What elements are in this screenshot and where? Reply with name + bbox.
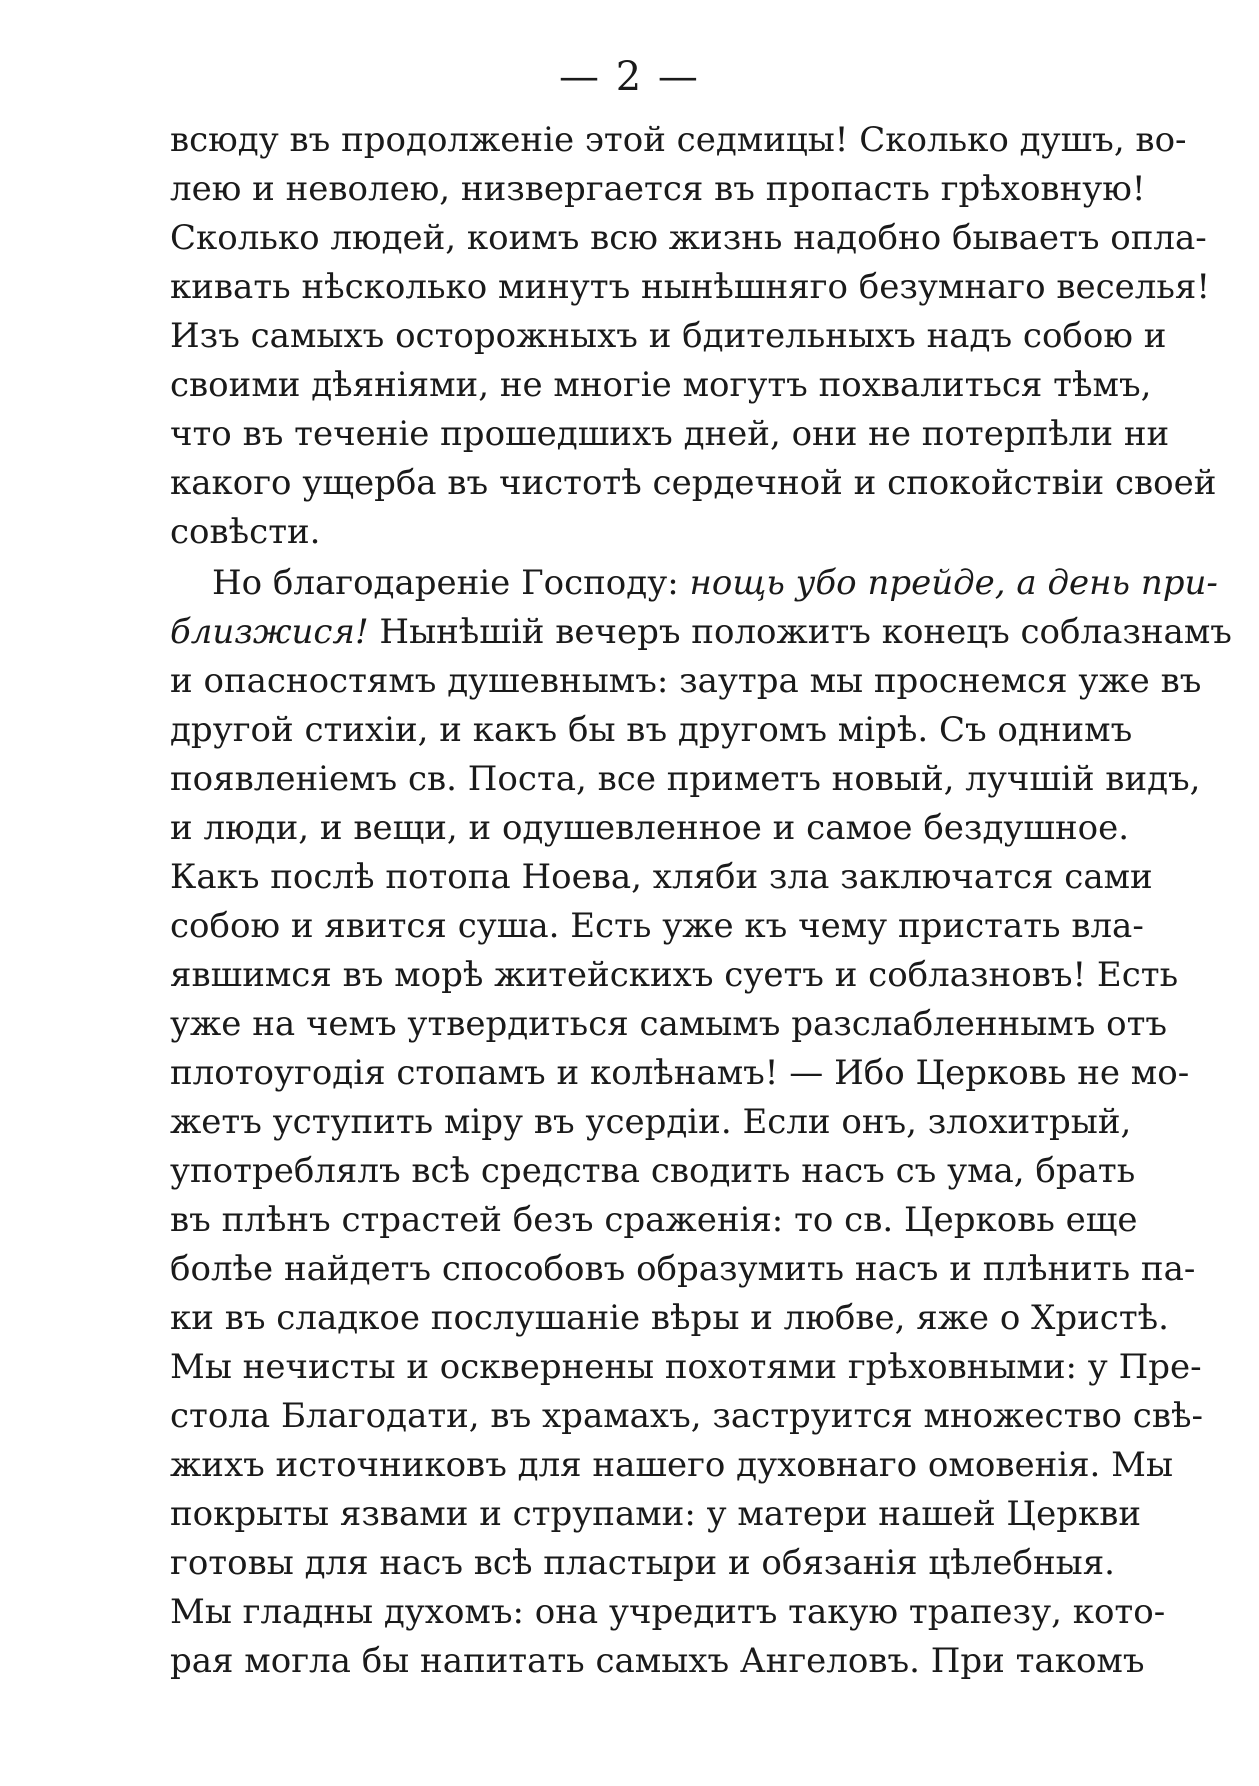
text-line: Какъ послѣ потопа Ноева, хляби зла заключатся сами — [170, 857, 1153, 897]
text-line: уже на чемъ утвердиться самымъ разслабленнымъ отъ — [170, 1004, 1168, 1044]
scripture-quote: нощь убо прейде, а день при- — [689, 563, 1218, 603]
text-line: болѣе найдетъ способовъ образумить насъ и плѣнить па- — [170, 1249, 1196, 1289]
text-line: рая могла бы напитать самыхъ Ангеловъ. При такомъ — [170, 1641, 1145, 1681]
text-line: появленіемъ св. Поста, все приметъ новый, лучшій видъ, — [170, 759, 1201, 799]
text-line: что въ теченіе прошедшихъ дней, они не потерпѣли ни — [170, 414, 1170, 454]
text-line: жихъ источниковъ для нашего духовнаго омовенія. Мы — [170, 1445, 1174, 1485]
text-line: и люди, и вещи, и одушевленное и самое бездушное. — [170, 808, 1130, 848]
text-line: плотоугодія стопамъ и колѣнамъ! — Ибо Церковь не мо- — [170, 1053, 1190, 1093]
text-line: лею и неволею, низвергается въ пропасть грѣховную! — [170, 169, 1146, 209]
text-line — [170, 608, 1232, 657]
text-line: готовы для насъ всѣ пластыри и обязанія цѣлебныя. — [170, 1543, 1115, 1583]
text-line: покрыты язвами и струпами: у матери нашей Церкви — [170, 1494, 1142, 1534]
text-line: какого ущерба въ чистотѣ сердечной и спокойствіи своей — [170, 463, 1217, 503]
text-line: собою и явится суша. Есть уже къ чему пристать вла- — [170, 906, 1144, 946]
text-line: другой стихіи, и какъ бы въ другомъ мірѣ. Съ однимъ — [170, 710, 1133, 750]
paragraph-2 — [170, 559, 1232, 1686]
text-line: совѣсти. — [170, 512, 321, 552]
text-run: Нынѣшій вечеръ положитъ конецъ соблазнамъ — [368, 612, 1232, 652]
text-line: Мы нечисты и осквернены похотями грѣховными: у Пре- — [170, 1347, 1202, 1387]
text-line: ки въ сладкое послушаніе вѣры и любве, яже о Христѣ. — [170, 1298, 1169, 1338]
text-line: кивать нѣсколько минутъ нынѣшняго безумнаго веселья! — [170, 267, 1210, 307]
text-line: употреблялъ всѣ средства сводить насъ съ ума, брать — [170, 1151, 1136, 1191]
page-number: — 2 — — [559, 54, 700, 100]
text-line — [170, 559, 1218, 608]
text-line: Изъ самыхъ осторожныхъ и бдительныхъ надъ собою и — [170, 316, 1167, 356]
text-line: жетъ уступить міру въ усердіи. Если онъ, злохитрый, — [170, 1102, 1132, 1142]
scripture-quote: близжися! — [170, 612, 369, 652]
text-line: явшимся въ морѣ житейскихъ суетъ и соблазновъ! Есть — [170, 955, 1179, 995]
text-line: своими дѣяніями, не многіе могутъ похвалиться тѣмъ, — [170, 365, 1152, 405]
text-run: Но благодареніе Господу: — [212, 563, 690, 603]
text-line: всюду въ продолженіе этой седмицы! Сколько душъ, во- — [170, 120, 1187, 160]
text-line: стола Благодати, въ храмахъ, заструится множество свѣ- — [170, 1396, 1203, 1436]
paragraph-1 — [170, 116, 1217, 557]
text-line: въ плѣнъ страстей безъ сраженія: то св. Церковь еще — [170, 1200, 1138, 1240]
text-line: Мы гладны духомъ: она учредитъ такую трапезу, кото- — [170, 1592, 1166, 1632]
text-line: Сколько людей, коимъ всю жизнь надобно бываетъ опла- — [170, 218, 1207, 258]
text-line: и опасностямъ душевнымъ: заутра мы проснемся уже въ — [170, 661, 1202, 701]
